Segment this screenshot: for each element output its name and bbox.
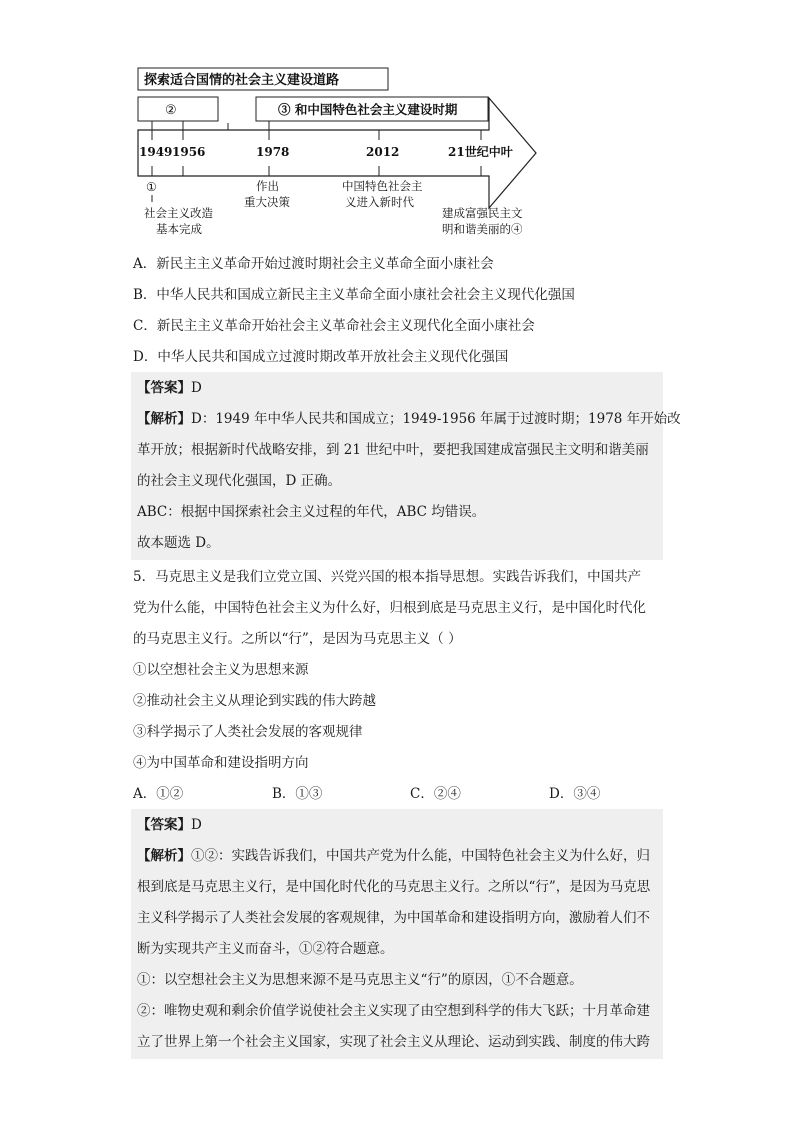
q5-answer-value: D [191,817,202,833]
q4-answer-block [131,372,681,560]
q5-statement-3: ③科学揭示了人类社会发展的客观规律 [133,724,363,740]
period-three-label: ③ 和中国特色社会主义建设时期 [278,102,458,117]
q4-option-d: D．中华人民共和国成立过渡时期改革开放社会主义现代化强国 [133,349,509,365]
q5-analysis-line-5: ①：以空想社会主义为思想来源不是马克思主义“行”的原因，①不合题意。 [137,972,583,988]
year-1949: 1949 [139,145,173,159]
note-2012-line2: 义进入新时代 [345,195,414,209]
q5-analysis-line-3: 主义科学揭示了人类社会发展的客观规律，为中国革命和建设指明方向，激励着人们不 [137,910,650,926]
q5-choice-c: C．②④ [410,786,461,802]
q4-analysis-line-3: 的社会主义现代化强国，D 正确。 [137,473,342,489]
q5-answer-block [131,809,663,1059]
note-future-line2: 明和谐美丽的④ [442,222,523,236]
q5-answer [137,815,202,835]
q5-choice-a: A．①② [133,786,184,802]
q4-analysis-line-5: 故本题选 D。 [137,535,220,551]
q4-answer-value: D [191,380,202,396]
q5-statement-2: ②推动社会主义从理论到实践的伟大跨越 [133,693,376,709]
q5-analysis-label: 【解析】 [137,848,191,864]
q5-statement-1: ①以空想社会主义为思想来源 [133,662,309,678]
timeline-diagram [128,60,548,250]
q4-analysis-line-1: 【解析】D：1949 年中华人民共和国成立；1949-1956 年属于过渡时期；1978 年开始改 [137,411,681,427]
q5-choice-b: B．①③ [272,786,323,802]
q5-analysis-line-4: 断为实现共产主义而奋斗，①②符合题意。 [137,941,394,957]
q5-analysis-line-2: 根到底是马克思主义行，是中国化时代化的马克思主义行。之所以“行”，是因为马克思 [137,879,651,895]
year-1956: 1956 [172,145,206,159]
note-2012-line1: 中国特色社会主 [342,179,423,193]
note-1978-line1: 作出 [256,179,279,193]
q5-choice-d: D．③④ [549,786,601,802]
note-1956-line2: 基本完成 [156,222,202,236]
q4-answer [137,378,202,398]
period-two-label: ② [165,103,177,118]
year-1978: 1978 [256,145,290,159]
note-future-line1: 建成富强民主文 [442,206,523,220]
year-2012: 2012 [366,145,400,159]
q5-analysis-line-7: 立了世界上第一个社会主义国家，实现了社会主义从理论、运动到实践、制度的伟大跨 [137,1034,650,1050]
q5-stem-line-2: 党为什么能，中国特色社会主义为什么好，归根到底是马克思主义行，是中国化时代化 [133,600,646,616]
q4-analysis-label: 【解析】 [137,411,191,427]
q4-option-a: A．新民主主义革命开始过渡时期社会主义革命全面小康社会 [133,256,494,272]
q5-stem-line-1: 5．马克思主义是我们立党立国、兴党兴国的根本指导思想。实践告诉我们，中国共产 [133,569,642,585]
marker-one: ① [146,180,157,194]
q4-analysis-line-4: ABC：根据中国探索社会主义过程的年代，ABC 均错误。 [137,504,486,520]
q5-statement-4: ④为中国革命和建设指明方向 [133,755,309,771]
q5-analysis-line-6: ②：唯物史观和剩余价值学说使社会主义实现了由空想到科学的伟大飞跃；十月革命建 [137,1003,650,1019]
q4-analysis-line-2: 革开放；根据新时代战略安排，到 21 世纪中叶，要把我国建成富强民主文明和谐美丽 [137,442,649,458]
diagram-title: 探索适合国情的社会主义建设道路 [144,73,340,88]
year-2050: 21世纪中叶 [448,145,513,159]
note-1978-line2: 重大决策 [244,195,290,209]
q4-option-b: B．中华人民共和国成立新民主主义革命全面小康社会社会主义现代化强国 [133,287,575,303]
q5-analysis-line-1: 【解析】①②：实践告诉我们，中国共产党为什么能，中国特色社会主义为什么好，归 [137,848,650,864]
q5-stem-line-3: 的马克思主义行。之所以“行”，是因为马克思主义（ ） [133,631,462,647]
note-1956-line1: 社会主义改造 [144,206,213,220]
q4-answer-label: 【答案】 [137,380,191,396]
period-two-box [138,97,218,121]
q5-answer-label: 【答案】 [137,817,191,833]
q4-option-c: C．新民主主义革命开始社会主义革命社会主义现代化全面小康社会 [133,318,535,334]
